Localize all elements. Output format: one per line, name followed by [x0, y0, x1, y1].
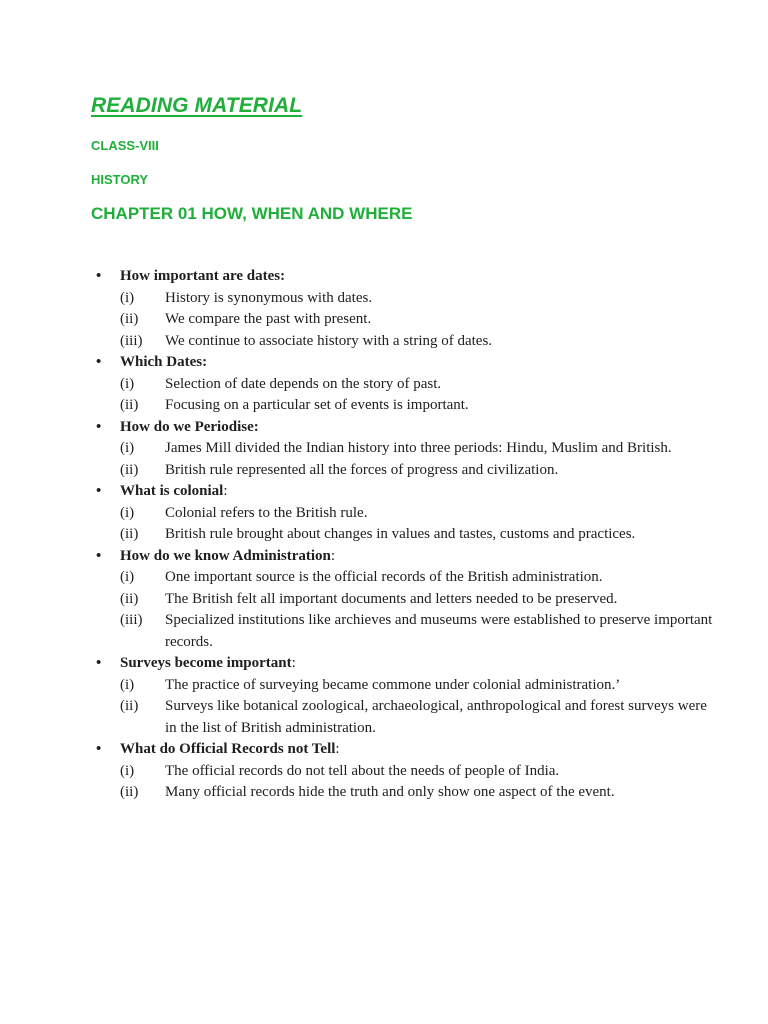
notes-list — [96, 266, 716, 804]
list-item: (ii) We compare the past with present. — [120, 311, 372, 327]
list-item: (ii) British rule brought about changes in values and tastes, customs and practices. — [120, 526, 636, 542]
bullet-icon: • — [96, 741, 102, 757]
section-heading: • What do Official Records not Tell : — [96, 739, 716, 761]
list-item: (i) The official records do not tell about the needs of people of India. — [120, 762, 560, 779]
section-heading: • How important are dates: — [96, 266, 716, 288]
list-item: (i) One important source is the official records of the British administration. — [120, 569, 603, 585]
section-heading: • Surveys become important : — [96, 653, 716, 675]
list-item: (i) The practice of surveying became commone under colonial administration.’ — [120, 676, 621, 693]
list-item: (ii) Surveys like botanical zoological, archaeological, anthropological and forest surveys were in the list of British administration. — [120, 698, 707, 736]
bullet-icon: • — [96, 483, 102, 499]
list-item: (i) Colonial refers to the British rule. — [120, 504, 368, 521]
chapter-title: CHAPTER 01 HOW, WHEN AND WHERE — [91, 204, 413, 223]
class-label: CLASS-VIII — [91, 138, 159, 153]
section-official-records — [96, 739, 716, 804]
bullet-icon: • — [96, 418, 102, 435]
list-item: (ii) Focusing on a particular set of events is important. — [120, 397, 469, 413]
section-heading: • How do we know Administration : — [96, 546, 716, 568]
list-item: (i) History is synonymous with dates. — [120, 289, 373, 306]
section-heading: • Which Dates: — [96, 352, 716, 374]
section-surveys — [96, 653, 716, 739]
bullet-icon: • — [96, 655, 102, 671]
bullet-icon: • — [96, 547, 102, 564]
bullet-icon: • — [96, 354, 102, 370]
section-heading: • How do we Periodise: — [96, 417, 716, 439]
section-heading: • What is colonial : — [96, 481, 716, 503]
list-item: (i) Selection of date depends on the story of past. — [120, 375, 442, 392]
section-administration — [96, 546, 716, 654]
list-item: (iii) Specialized institutions like archieves and museums were established to preserve important records. — [120, 612, 713, 650]
section-colonial — [96, 481, 716, 546]
section-dates — [96, 266, 716, 352]
section-periodise — [96, 417, 716, 482]
list-item: (i) James Mill divided the Indian history into three periods: Hindu, Muslim and British. — [120, 440, 672, 456]
document-title: READING MATERIAL — [91, 94, 303, 117]
subject-label: HISTORY — [91, 172, 149, 187]
list-item: (ii) Many official records hide the truth and only show one aspect of the event. — [120, 784, 615, 800]
bullet-icon: • — [96, 268, 102, 284]
list-item: (ii) The British felt all important documents and letters needed to be preserved. — [120, 590, 618, 607]
list-item: (iii) We continue to associate history with a string of dates. — [120, 332, 493, 349]
section-which-dates — [96, 352, 716, 417]
list-item: (ii) British rule represented all the forces of progress and civilization. — [120, 461, 559, 478]
